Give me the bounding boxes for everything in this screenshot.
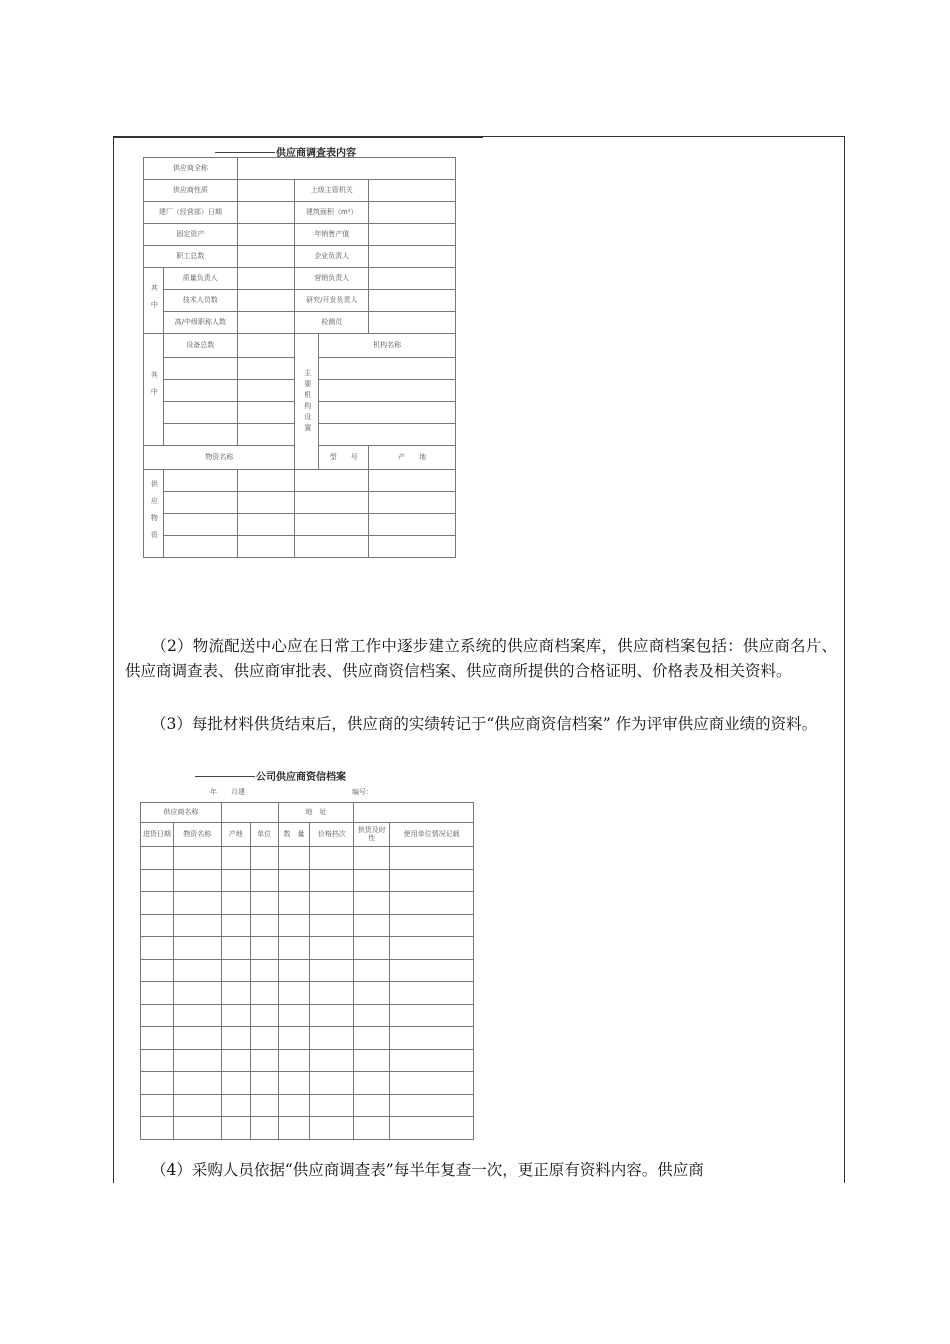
table-row (144, 224, 456, 246)
table-row (144, 334, 456, 358)
column-header: 单位 (250, 823, 278, 847)
table-row (144, 492, 456, 514)
form-label: 建筑面积（m²） (295, 202, 369, 224)
form-label: 高/中级职称人数 (163, 312, 237, 334)
form-label: 质量负责人 (163, 268, 237, 290)
supplier-credit-file-form (140, 802, 474, 1140)
table-row (141, 847, 474, 870)
form-label: 上级主管机关 (295, 180, 369, 202)
table-row (141, 1094, 474, 1117)
form-label: 技术人员数 (163, 290, 237, 312)
column-header: 供货及时性 (354, 823, 390, 847)
qizhong-label: 其中 (144, 268, 164, 334)
table-row (141, 803, 474, 823)
frame-top-rule (113, 136, 483, 138)
form-label: 地 址 (278, 803, 354, 823)
table-row (141, 1027, 474, 1050)
form-label: 物资名称 (144, 446, 295, 470)
table-row (144, 470, 456, 492)
form-label: 研究/开发负责人 (295, 290, 369, 312)
table-row (144, 536, 456, 558)
table-row (141, 869, 474, 892)
table-row (144, 158, 456, 180)
column-header: 价格档次 (310, 823, 354, 847)
form-label: 企业负责人 (295, 246, 369, 268)
table-row (144, 202, 456, 224)
table-row (141, 937, 474, 960)
org-label: 主要机构设置 (295, 334, 319, 470)
table-row (141, 1049, 474, 1072)
form-label: 机构名称 (319, 334, 456, 358)
column-header: 产地 (221, 823, 250, 847)
column-header: 数 量 (278, 823, 310, 847)
form-label: 产 地 (369, 446, 456, 470)
form-label: 职工总数 (144, 246, 238, 268)
form-label: 供应商性质 (144, 180, 238, 202)
form-label: 设备总数 (163, 334, 237, 358)
column-header: 使用单位情况记载 (390, 823, 474, 847)
form-label: 检测员 (295, 312, 369, 334)
supplier-survey-form (143, 157, 456, 558)
table-row (144, 514, 456, 536)
table-row (141, 1117, 474, 1140)
survey-title-underline (215, 152, 275, 153)
year-month-label: 年 月建 (210, 788, 245, 796)
table-row (141, 914, 474, 937)
paragraph-4: （4）采购人员依据“供应商调查表”每半年复查一次，更正原有资料内容。供应商 (151, 1161, 704, 1179)
table-row (141, 959, 474, 982)
form-label: 型 号 (319, 446, 369, 470)
credit-table-body (141, 847, 474, 1140)
survey-form-title: 供应商调查表内容 (276, 148, 356, 159)
table-row (144, 268, 456, 290)
form-label: 固定资产 (144, 224, 238, 246)
paragraph-3: （3）每批材料供货结束后，供应商的实绩转记于“供应商资信档案” 作为评审供应商业绩的资料。 (151, 715, 818, 733)
qizhong-label-2: 其中 (150, 371, 159, 406)
number-label: 编号： (352, 788, 373, 796)
form-label: 建厂（经营部）日期 (144, 202, 238, 224)
table-row (141, 982, 474, 1005)
column-header: 进货日期 (141, 823, 174, 847)
table-row (141, 892, 474, 915)
table-header-row (141, 823, 474, 847)
form-label: 营销负责人 (295, 268, 369, 290)
supply-label: 供应物资 (144, 470, 164, 558)
table-row (144, 180, 456, 202)
table-row (144, 312, 456, 334)
table-row (141, 1004, 474, 1027)
form-label: 供应商全称 (144, 158, 238, 180)
credit-form-title: 公司供应商资信档案 (256, 772, 346, 783)
table-row (144, 290, 456, 312)
column-header: 物资名称 (173, 823, 221, 847)
form-label: 年销售产值 (295, 224, 369, 246)
table-row (144, 246, 456, 268)
form-label: 供应商名称 (141, 803, 222, 823)
paragraph-2: （2）物流配送中心应在日常工作中逐步建立系统的供应商档案库，供应商档案包括：供应商名片、供应商调查表、供应商审批表、供应商资信档案、供应商所提供的合格证明、价格表及相关资料。 (125, 637, 837, 680)
credit-title-underline (195, 776, 255, 777)
table-row (141, 1072, 474, 1095)
